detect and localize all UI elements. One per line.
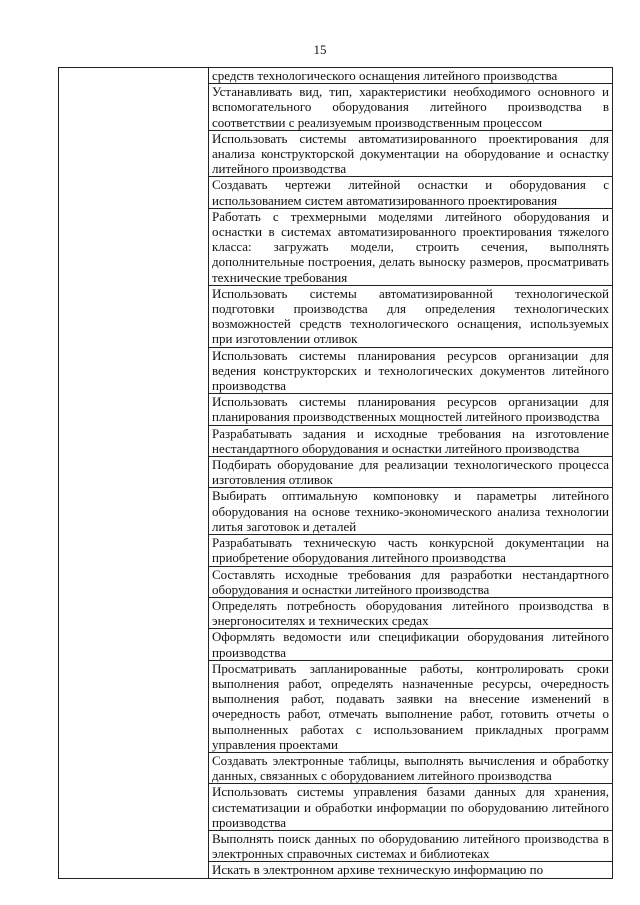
skill-cell: [209, 285, 613, 347]
skill-cell: [209, 862, 613, 878]
skill-text: Выполнять поиск данных по оборудованию литейного производства в электронных справочных системах и библиотеках: [212, 830, 609, 862]
skill-cell: [209, 347, 613, 394]
skill-text: Просматривать запланированные работы, контролировать сроки выполнения работ, определять назначенные ресурсы, очередность выполнения работ, подавать заявки на внесение изменений в очередность работ, отмечать выполнение работ, готовить отчеты о выполненных работах с использованием прикладных программ управления проектами: [212, 660, 609, 752]
skill-cell: [209, 752, 613, 783]
skill-cell: [209, 488, 613, 535]
skill-cell: [209, 208, 613, 285]
skill-text: Работать с трехмерными моделями литейного оборудования и оснастки в системах автоматизированного проектирования тяжелого класса: загружать модели, строить сечения, выполнять дополнительные построения, делать выноску размеров, просматривать технические требования: [212, 208, 609, 285]
skill-text: Использовать системы планирования ресурсов организации для планирования производственных мощностей литейного производства: [212, 394, 609, 425]
skill-text: Использовать системы автоматизированного проектирования для анализа конструкторской документации на оборудование и оснастку литейного производства: [212, 130, 609, 177]
table-row: [59, 68, 613, 84]
skill-text: Использовать системы автоматизированной технологической подготовки производства для определения технологических возможностей средств технологического оснащения, используемых при изготовлении отливок: [212, 285, 609, 347]
skill-cell: [209, 457, 613, 488]
label-column-cell: [59, 68, 209, 879]
skill-text: Составлять исходные требования для разработки нестандартного оборудования и оснастки литейного производства: [212, 566, 609, 597]
skill-cell: [209, 830, 613, 861]
skill-cell: [209, 84, 613, 131]
page-number: 15: [313, 42, 327, 57]
skill-text: Выбирать оптимальную компоновку и параметры литейного оборудования на основе технико-экономического анализа технологии литья заготовок и деталей: [212, 488, 609, 534]
skill-text: Создавать чертежи литейной оснастки и оборудования с использованием систем автоматизированного проектирования: [212, 177, 609, 208]
skill-cell: [209, 784, 613, 831]
skill-text: Разрабатывать техническую часть конкурсной документации на приобретение оборудования литейного производства: [212, 535, 609, 566]
skill-text: Искать в электронном архиве техническую информацию по: [212, 862, 544, 878]
skill-text: Создавать электронные таблицы, выполнять вычисления и обработку данных, связанных с оборудованием литейного производства: [212, 752, 609, 784]
skill-cell: [209, 566, 613, 597]
skill-cell: [209, 660, 613, 752]
skill-cell: [209, 425, 613, 456]
skill-text: Устанавливать вид, тип, характеристики необходимого основного и вспомогательного оборудования литейного производства в соответствии с реализуемым производственным процессом: [212, 84, 609, 130]
skill-cell: [209, 629, 613, 660]
skill-text: Оформлять ведомости или спецификации оборудования литейного производства: [212, 629, 609, 660]
skills-table: [58, 67, 613, 879]
skill-text: средств технологического оснащения литейного производства: [212, 68, 558, 83]
skill-text: Использовать системы управления базами данных для хранения, систематизации и обработки информации по оборудованию литейного производства: [212, 784, 609, 830]
skill-cell: [209, 394, 613, 425]
skill-text: Использовать системы планирования ресурсов организации для ведения конструкторских и технологических документов литейного производства: [212, 347, 609, 394]
skill-text: Определять потребность оборудования литейного производства в энергоносителях и технических средах: [212, 597, 609, 629]
skill-cell: [209, 177, 613, 208]
skill-cell: [209, 597, 613, 628]
skill-cell: [209, 68, 613, 84]
skill-text: Подбирать оборудование для реализации технологического процесса изготовления отливок: [212, 457, 609, 488]
skill-cell: [209, 535, 613, 566]
skill-cell: [209, 130, 613, 177]
skill-text: Разрабатывать задания и исходные требования на изготовление нестандартного оборудования и оснастки литейного производства: [212, 425, 609, 456]
